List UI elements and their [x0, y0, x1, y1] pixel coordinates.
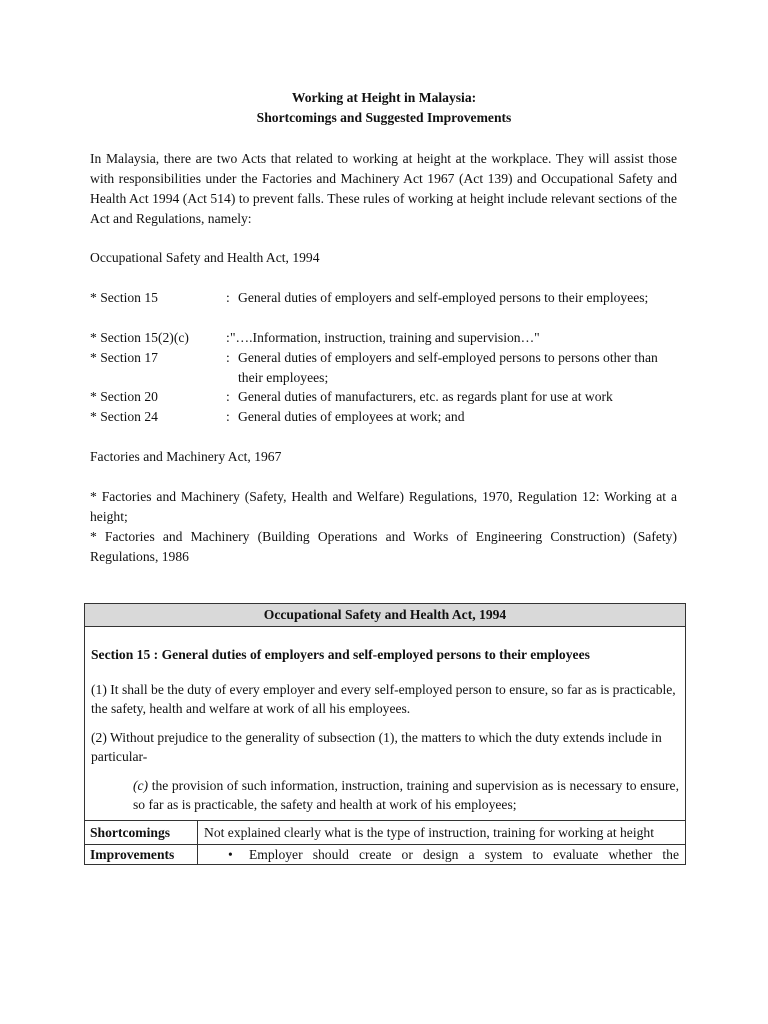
subsection-c-mark: (c): [133, 778, 149, 793]
section-description: General duties of employees at work; and: [238, 409, 465, 424]
section-colon: :: [226, 389, 230, 404]
section-label: * Section 15(2)(c): [90, 330, 189, 345]
section-label: * Section 17: [90, 350, 158, 365]
subsection-c-paragraph: [91, 776, 679, 814]
document-subtitle: Shortcomings and Suggested Improvements: [256, 110, 512, 125]
section-description: General duties of employers and self-employed persons to their employees;: [238, 290, 649, 305]
bullet-icon: •: [228, 847, 233, 862]
section-colon: :: [226, 290, 230, 305]
osha-heading: Occupational Safety and Health Act, 1994: [90, 250, 320, 265]
subsection-c-text: the provision of such information, instruction, training and supervision as is necessary to ensure, so far as is practicable, the safety and health at work of his employees;: [133, 778, 679, 812]
section-label: * Section 24: [90, 409, 158, 424]
section-15-heading: Section 15 : General duties of employers and self-employed persons to their employees: [91, 647, 590, 662]
section-description: General duties of manufacturers, etc. as regards plant for use at work: [238, 389, 613, 404]
table-body-cell: [85, 627, 686, 821]
section-colon: :: [226, 330, 230, 345]
document-title: Working at Height in Malaysia:: [291, 90, 477, 105]
osha-table: [84, 603, 686, 865]
subsection-1-text: (1) It shall be the duty of every employer and every self-employed person to ensure, so far as is practicable, the safety, health and welfare at work of all his employees.: [91, 682, 676, 716]
section-colon: :: [226, 409, 230, 424]
section-colon: :: [226, 350, 230, 365]
intro-paragraph: In Malaysia, there are two Acts that related to working at height at the workplace. They will assist those with responsibilities under the Factories and Machinery Act 1967 (Act 139) and Occupational Safety and Health Act 1994 (Act 514) to prevent falls. These rules of working at height include relevant sections of the Act and Regulations, namely:: [90, 151, 677, 226]
improvements-cell: [198, 845, 686, 865]
regulation-item: * Factories and Machinery (Building Operations and Works of Engineering Construction) (Safety) Regulations, 1986: [90, 529, 677, 564]
regulation-item: * Factories and Machinery (Safety, Health and Welfare) Regulations, 1970, Regulation 12: Working at a height;: [90, 489, 677, 524]
section-description: General duties of employers and self-employed persons to persons other than their employees;: [238, 350, 658, 385]
shortcomings-text: Not explained clearly what is the type of instruction, training for working at height: [198, 821, 686, 845]
shortcomings-label: Shortcomings: [85, 821, 198, 845]
fma-heading: Factories and Machinery Act, 1967: [90, 449, 282, 464]
section-description: "….Information, instruction, training and supervision…": [230, 330, 540, 345]
improvements-text: Employer should create or design a system to evaluate whether the: [249, 847, 679, 862]
section-label: * Section 15: [90, 290, 158, 305]
section-label: * Section 20: [90, 389, 158, 404]
subsection-2-text: (2) Without prejudice to the generality of subsection (1), the matters to which the duty extends include in particular-: [91, 730, 662, 764]
improvements-label: Improvements: [85, 845, 198, 865]
table-header: Occupational Safety and Health Act, 1994: [85, 604, 686, 627]
improvements-bullet-item: [204, 845, 679, 864]
